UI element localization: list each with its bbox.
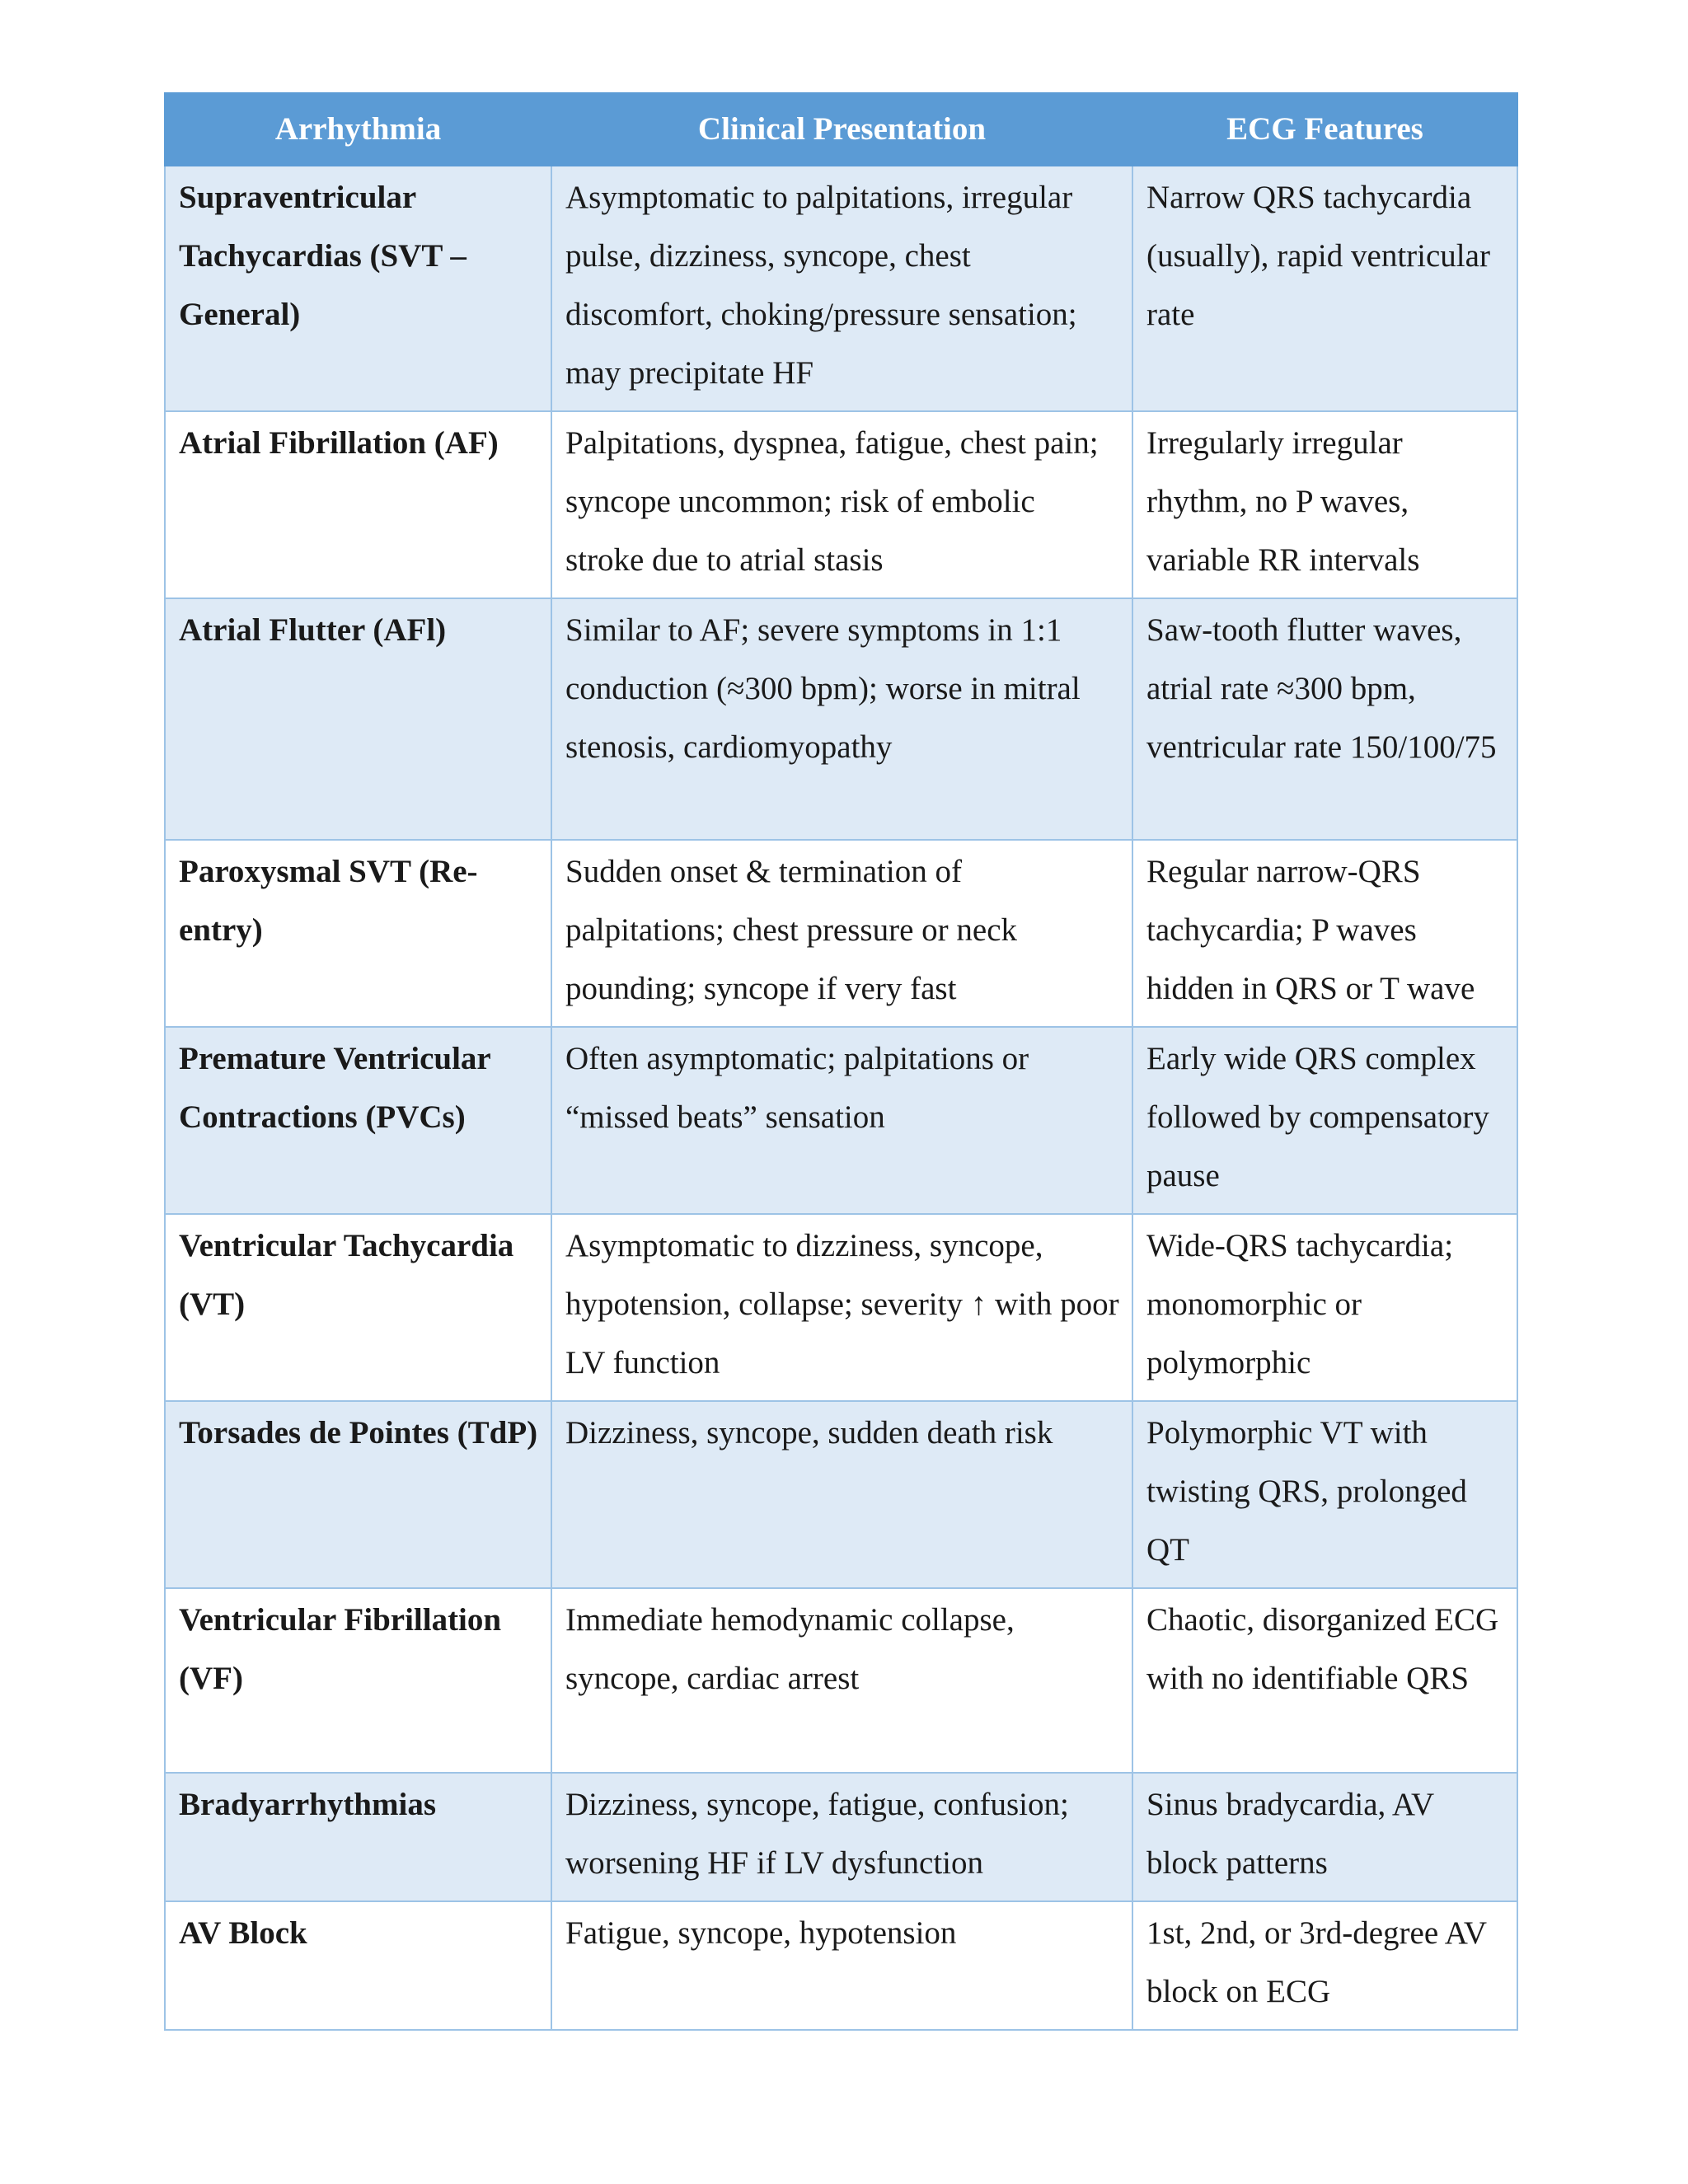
column-header-arrhythmia: Arrhythmia	[165, 93, 551, 166]
clinical-presentation-cell: Similar to AF; severe symptoms in 1:1 conduction (≈300 bpm); worse in mitral stenosis, cardiomyopathy	[551, 598, 1132, 840]
clinical-presentation-cell: Fatigue, syncope, hypotension	[551, 1901, 1132, 2030]
arrhythmia-name-cell: Atrial Flutter (AFl)	[165, 598, 551, 840]
clinical-presentation-cell: Immediate hemodynamic collapse, syncope, cardiac arrest	[551, 1588, 1132, 1773]
ecg-features-cell: Irregularly irregular rhythm, no P waves, variable RR intervals	[1132, 411, 1517, 598]
table-row	[165, 1901, 1517, 2030]
clinical-presentation-cell: Palpitations, dyspnea, fatigue, chest pain; syncope uncommon; risk of embolic stroke due to atrial stasis	[551, 411, 1132, 598]
table-row	[165, 598, 1517, 840]
arrhythmia-table	[164, 92, 1518, 2031]
ecg-features-cell: Wide-QRS tachycardia; monomorphic or polymorphic	[1132, 1214, 1517, 1401]
arrhythmia-name-cell: Ventricular Tachycardia (VT)	[165, 1214, 551, 1401]
table-header-row	[165, 93, 1517, 166]
ecg-features-cell: Early wide QRS complex followed by compensatory pause	[1132, 1027, 1517, 1214]
table-row	[165, 840, 1517, 1027]
clinical-presentation-cell: Asymptomatic to palpitations, irregular pulse, dizziness, syncope, chest discomfort, choking/pressure sensation; may precipitate HF	[551, 166, 1132, 411]
arrhythmia-name-cell: Ventricular Fibrillation (VF)	[165, 1588, 551, 1773]
column-header-ecg-features: ECG Features	[1132, 93, 1517, 166]
ecg-features-cell: 1st, 2nd, or 3rd-degree AV block on ECG	[1132, 1901, 1517, 2030]
table-row	[165, 166, 1517, 411]
table-row	[165, 1773, 1517, 1901]
arrhythmia-name-cell: Supraventricular Tachycardias (SVT – General)	[165, 166, 551, 411]
arrhythmia-name-cell: Paroxysmal SVT (Re-entry)	[165, 840, 551, 1027]
arrhythmia-name-cell: Atrial Fibrillation (AF)	[165, 411, 551, 598]
clinical-presentation-cell: Sudden onset & termination of palpitations; chest pressure or neck pounding; syncope if very fast	[551, 840, 1132, 1027]
ecg-features-cell: Regular narrow-QRS tachycardia; P waves hidden in QRS or T wave	[1132, 840, 1517, 1027]
column-header-clinical-presentation: Clinical Presentation	[551, 93, 1132, 166]
arrhythmia-name-cell: AV Block	[165, 1901, 551, 2030]
arrhythmia-name-cell: Torsades de Pointes (TdP)	[165, 1401, 551, 1588]
ecg-features-cell: Chaotic, disorganized ECG with no identifiable QRS	[1132, 1588, 1517, 1773]
ecg-features-cell: Sinus bradycardia, AV block patterns	[1132, 1773, 1517, 1901]
ecg-features-cell: Saw-tooth flutter waves, atrial rate ≈300 bpm, ventricular rate 150/100/75	[1132, 598, 1517, 840]
ecg-features-cell: Narrow QRS tachycardia (usually), rapid ventricular rate	[1132, 166, 1517, 411]
clinical-presentation-cell: Dizziness, syncope, fatigue, confusion; worsening HF if LV dysfunction	[551, 1773, 1132, 1901]
arrhythmia-name-cell: Bradyarrhythmias	[165, 1773, 551, 1901]
clinical-presentation-cell: Often asymptomatic; palpitations or “missed beats” sensation	[551, 1027, 1132, 1214]
table-body	[165, 166, 1517, 2030]
table-row	[165, 1588, 1517, 1773]
ecg-features-cell: Polymorphic VT with twisting QRS, prolonged QT	[1132, 1401, 1517, 1588]
arrhythmia-name-cell: Premature Ventricular Contractions (PVCs)	[165, 1027, 551, 1214]
table-row	[165, 1401, 1517, 1588]
table-row	[165, 1214, 1517, 1401]
table-row	[165, 411, 1517, 598]
clinical-presentation-cell: Dizziness, syncope, sudden death risk	[551, 1401, 1132, 1588]
table-row	[165, 1027, 1517, 1214]
clinical-presentation-cell: Asymptomatic to dizziness, syncope, hypotension, collapse; severity ↑ with poor LV function	[551, 1214, 1132, 1401]
